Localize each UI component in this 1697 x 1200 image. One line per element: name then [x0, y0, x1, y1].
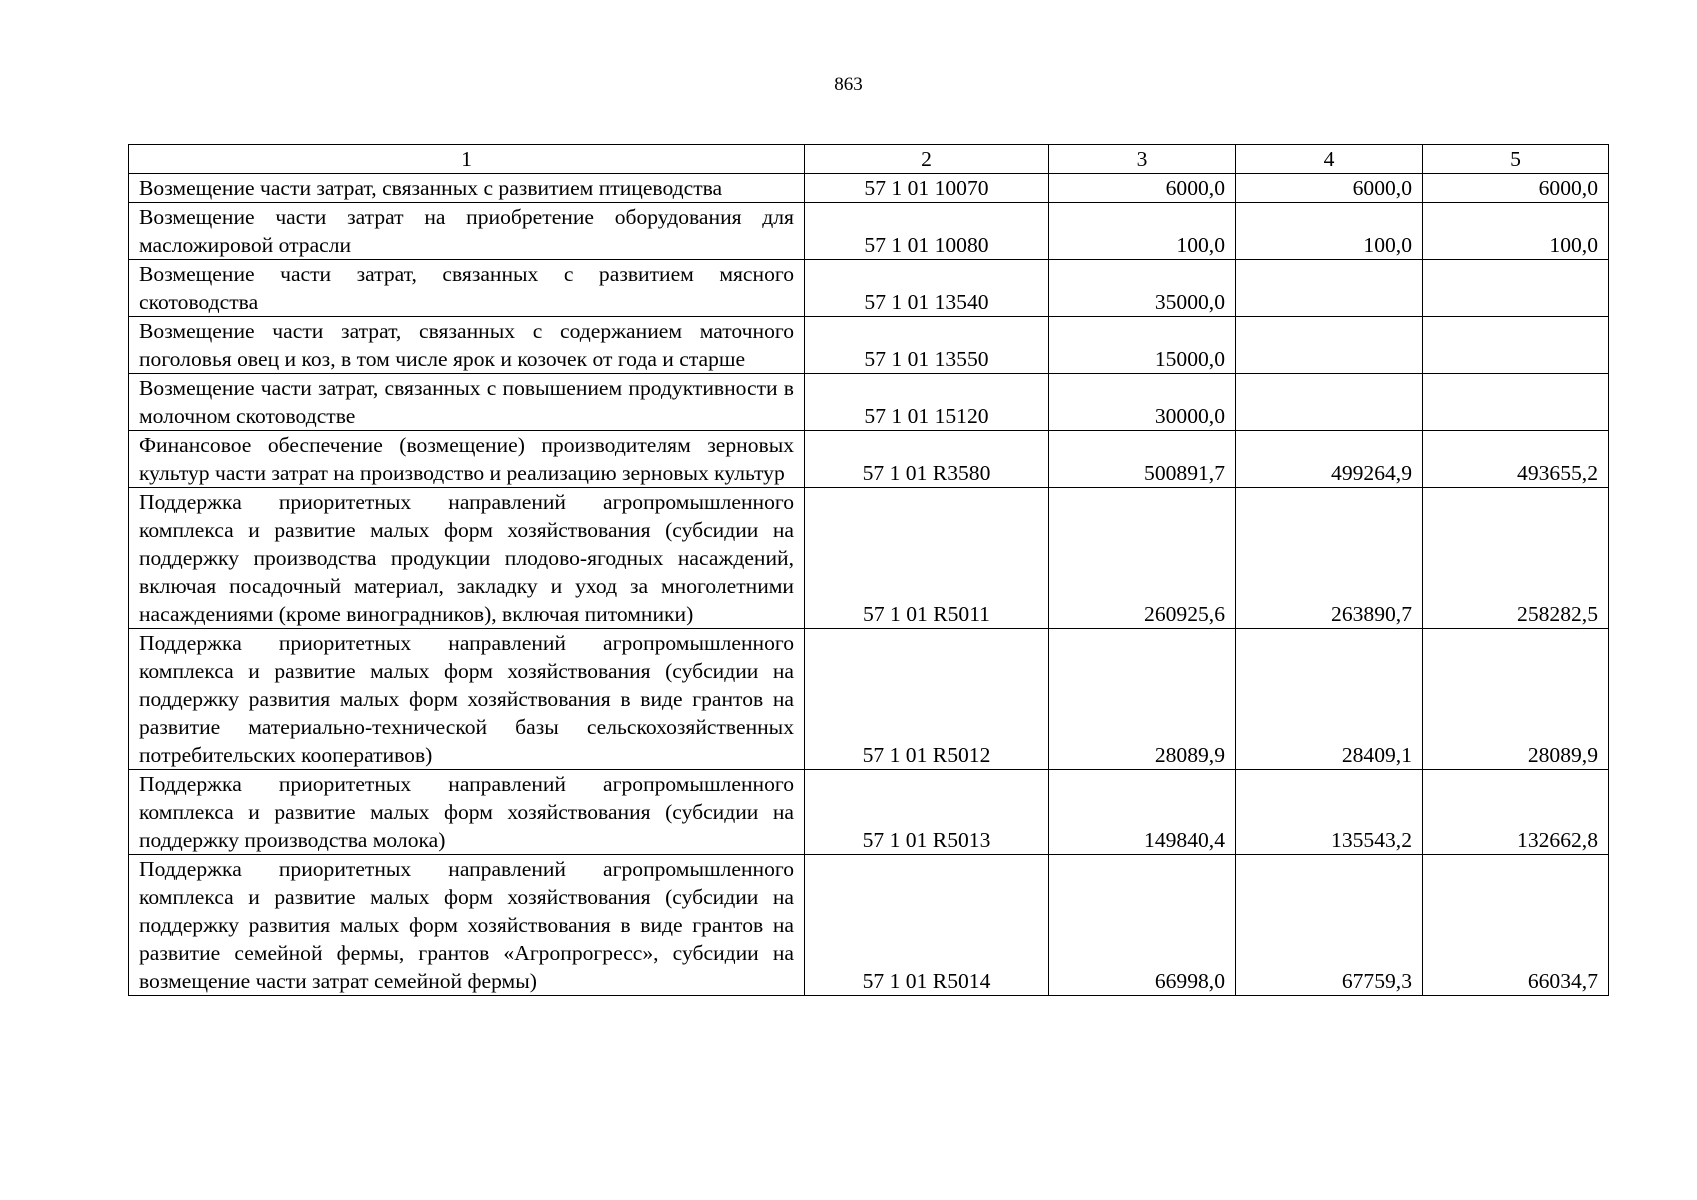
row-value-col3: 100,0 — [1049, 203, 1236, 260]
row-description: Поддержка приоритетных направлений агропромышленного комплекса и развитие малых форм хозяйствования (субсидии на поддержку развития малых форм хозяйствования в виде грантов на развитие семейной фермы, грантов «Агропрогресс», субсидии на возмещение части затрат семейной фермы) — [129, 855, 805, 996]
row-code: 57 1 01 13540 — [805, 260, 1049, 317]
table-row — [129, 629, 1609, 770]
page-number: 863 — [834, 74, 863, 95]
row-description: Возмещение части затрат, связанных с повышением продуктивности в молочном скотоводстве — [129, 374, 805, 431]
row-code: 57 1 01 R5013 — [805, 770, 1049, 855]
row-code: 57 1 01 15120 — [805, 374, 1049, 431]
row-value-col5: 6000,0 — [1423, 174, 1609, 203]
row-value-col4: 6000,0 — [1236, 174, 1423, 203]
row-value-col5: 132662,8 — [1423, 770, 1609, 855]
column-header-2: 2 — [805, 145, 1049, 174]
row-code: 57 1 01 R5014 — [805, 855, 1049, 996]
column-header-3: 3 — [1049, 145, 1236, 174]
row-value-col3: 66998,0 — [1049, 855, 1236, 996]
table-row — [129, 260, 1609, 317]
row-value-col5 — [1423, 260, 1609, 317]
row-value-col3: 500891,7 — [1049, 431, 1236, 488]
table-body — [129, 174, 1609, 996]
row-value-col4: 100,0 — [1236, 203, 1423, 260]
table-row — [129, 488, 1609, 629]
table-row — [129, 855, 1609, 996]
row-description: Возмещение части затрат на приобретение оборудования для масложировой отрасли — [129, 203, 805, 260]
row-value-col5: 28089,9 — [1423, 629, 1609, 770]
table-row — [129, 174, 1609, 203]
table-row — [129, 317, 1609, 374]
row-value-col4: 263890,7 — [1236, 488, 1423, 629]
row-value-col3: 35000,0 — [1049, 260, 1236, 317]
row-value-col3: 260925,6 — [1049, 488, 1236, 629]
row-code: 57 1 01 10070 — [805, 174, 1049, 203]
row-value-col5: 66034,7 — [1423, 855, 1609, 996]
row-value-col5: 258282,5 — [1423, 488, 1609, 629]
row-code: 57 1 01 10080 — [805, 203, 1049, 260]
row-value-col5: 493655,2 — [1423, 431, 1609, 488]
row-value-col4: 67759,3 — [1236, 855, 1423, 996]
row-value-col4: 135543,2 — [1236, 770, 1423, 855]
column-header-1: 1 — [129, 145, 805, 174]
row-code: 57 1 01 13550 — [805, 317, 1049, 374]
row-value-col4: 499264,9 — [1236, 431, 1423, 488]
row-description: Финансовое обеспечение (возмещение) производителям зерновых культур части затрат на производство и реализацию зерновых культур — [129, 431, 805, 488]
row-description: Возмещение части затрат, связанных с развитием мясного скотоводства — [129, 260, 805, 317]
row-description: Возмещение части затрат, связанных с развитием птицеводства — [129, 174, 805, 203]
table-row — [129, 374, 1609, 431]
row-value-col3: 15000,0 — [1049, 317, 1236, 374]
table-row — [129, 770, 1609, 855]
table-row — [129, 203, 1609, 260]
column-header-5: 5 — [1423, 145, 1609, 174]
row-value-col3: 28089,9 — [1049, 629, 1236, 770]
row-code: 57 1 01 R5012 — [805, 629, 1049, 770]
row-value-col4: 28409,1 — [1236, 629, 1423, 770]
row-description: Поддержка приоритетных направлений агропромышленного комплекса и развитие малых форм хозяйствования (субсидии на поддержку производства продукции плодово-ягодных насаждений, включая посадочный материал, закладку и уход за многолетними насаждениями (кроме виноградников), включая питомники) — [129, 488, 805, 629]
row-code: 57 1 01 R5011 — [805, 488, 1049, 629]
table-row — [129, 431, 1609, 488]
budget-table — [128, 144, 1609, 996]
row-value-col3: 6000,0 — [1049, 174, 1236, 203]
row-value-col3: 30000,0 — [1049, 374, 1236, 431]
row-code: 57 1 01 R3580 — [805, 431, 1049, 488]
row-value-col3: 149840,4 — [1049, 770, 1236, 855]
row-value-col4 — [1236, 374, 1423, 431]
column-header-4: 4 — [1236, 145, 1423, 174]
row-description: Возмещение части затрат, связанных с содержанием маточного поголовья овец и коз, в том числе ярок и козочек от года и старше — [129, 317, 805, 374]
row-value-col4 — [1236, 260, 1423, 317]
row-value-col5 — [1423, 317, 1609, 374]
row-description: Поддержка приоритетных направлений агропромышленного комплекса и развитие малых форм хозяйствования (субсидии на поддержку развития малых форм хозяйствования в виде грантов на развитие материально-технической базы сельскохозяйственных потребительских кооперативов) — [129, 629, 805, 770]
row-value-col5: 100,0 — [1423, 203, 1609, 260]
row-value-col4 — [1236, 317, 1423, 374]
column-number-header-row — [129, 145, 1609, 174]
row-description: Поддержка приоритетных направлений агропромышленного комплекса и развитие малых форм хозяйствования (субсидии на поддержку производства молока) — [129, 770, 805, 855]
row-value-col5 — [1423, 374, 1609, 431]
